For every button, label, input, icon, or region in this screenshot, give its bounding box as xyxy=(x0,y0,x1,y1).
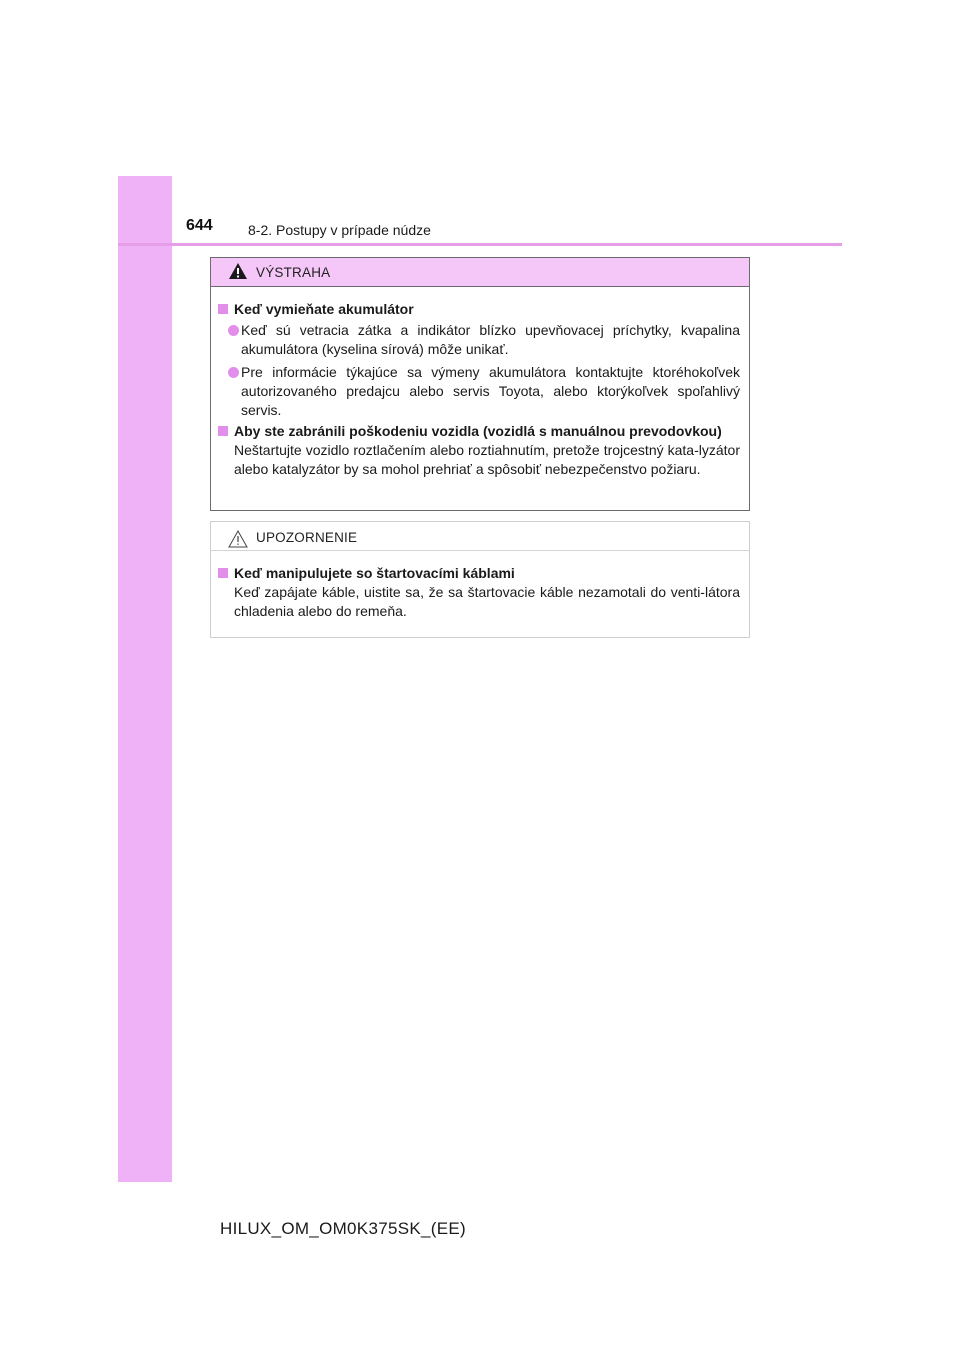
round-bullet-icon xyxy=(228,367,239,378)
caution-title: UPOZORNENIE xyxy=(256,530,358,545)
warning-paragraph: Neštartujte vozidlo roztlačením alebo roztiahnutím, pretože trojcestný kata-lyzátor alebo katalyzátor by sa mohol prehriať a spôsobiť nebezpečenstvo požiaru. xyxy=(234,442,740,477)
side-color-strip xyxy=(118,176,172,1182)
caution-header xyxy=(211,522,749,551)
caution-paragraph: Keď zapájate káble, uistite sa, že sa štartovacie káble nezamotali do venti-látora chladenia alebo do remeňa. xyxy=(234,584,740,619)
warning-bullet-1: Keď sú vetracia zátka a indikátor blízko upevňovacej príchytky, kvapalina akumulátora (kyselina sírová) môže unikať. xyxy=(218,321,740,359)
header-rule xyxy=(118,243,842,246)
caution-box xyxy=(210,521,750,638)
caution-content xyxy=(218,564,740,621)
warning-subhead-2: Aby ste zabránili poškodeniu vozidla (vozidlá s manuálnou prevodovkou) xyxy=(218,422,740,441)
warning-title: VÝSTRAHA xyxy=(256,265,331,280)
document-code: HILUX_OM_OM0K375SK_(EE) xyxy=(220,1219,466,1238)
warning-subhead-1: Keď vymieňate akumulátor xyxy=(218,300,740,319)
warning-triangle-icon xyxy=(228,262,248,280)
square-bullet-icon xyxy=(218,568,228,578)
square-bullet-icon xyxy=(218,426,228,436)
page-number: 644 xyxy=(186,217,213,234)
caution-triangle-icon xyxy=(228,530,248,548)
warning-content xyxy=(218,300,740,479)
section-title: 8-2. Postupy v prípade núdze xyxy=(248,222,431,238)
warning-bullet-2: Pre informácie týkajúce sa výmeny akumulátora kontaktujte ktoréhokoľvek autorizovaného predajcu alebo servis Toyota, alebo ktorýkoľvek spoľahlivý servis. xyxy=(218,363,740,420)
round-bullet-icon xyxy=(228,325,239,336)
warning-box xyxy=(210,257,750,511)
warning-header xyxy=(211,258,749,287)
caution-subhead: Keď manipulujete so štartovacími káblami xyxy=(218,564,740,583)
square-bullet-icon xyxy=(218,304,228,314)
